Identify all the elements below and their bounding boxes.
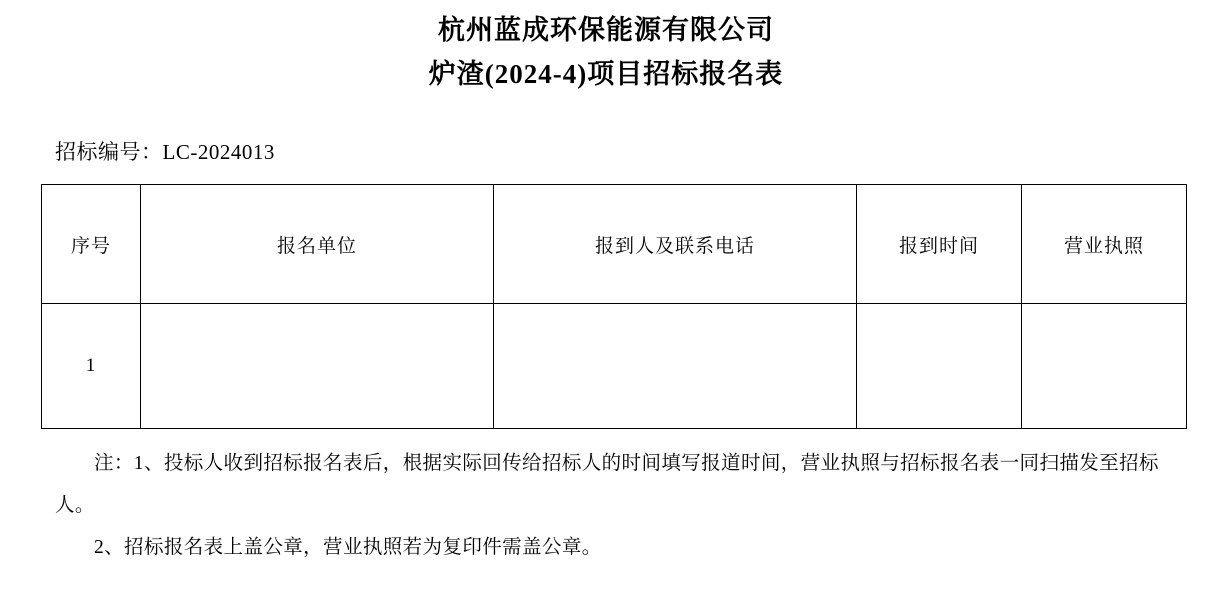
table-row [42,304,1187,429]
header-cell-contact: 报到人及联系电话 [494,185,857,304]
note-item-2: 2、招标报名表上盖公章，营业执照若为复印件需盖公章。 [94,537,602,558]
header-cell-no: 序号 [42,185,141,304]
notes-section [55,443,1167,569]
header-cell-unit: 报名单位 [141,185,494,304]
cell-time[interactable] [857,304,1022,429]
bid-number: 招标编号：LC-2024013 [55,140,275,164]
registration-table [41,184,1187,429]
header-cell-time: 报到时间 [857,185,1022,304]
registration-table-wrapper [41,184,1171,429]
cell-license[interactable] [1022,304,1187,429]
table-header-row [42,185,1187,304]
document-title [0,0,1212,96]
title-line-project: 炉渣(2024-4)项目招标报名表 [428,59,784,89]
title-line-company: 杭州蓝成环保能源有限公司 [438,15,774,45]
cell-unit[interactable] [141,304,494,429]
cell-no: 1 [42,304,141,429]
note-item-1: 注：1、投标人收到招标报名表后，根据实际回传给招标人的时间填写报道时间，营业执照与招标报名表一同扫描发至招标人。 [55,453,1159,516]
header-cell-license: 营业执照 [1022,185,1187,304]
cell-contact[interactable] [494,304,857,429]
